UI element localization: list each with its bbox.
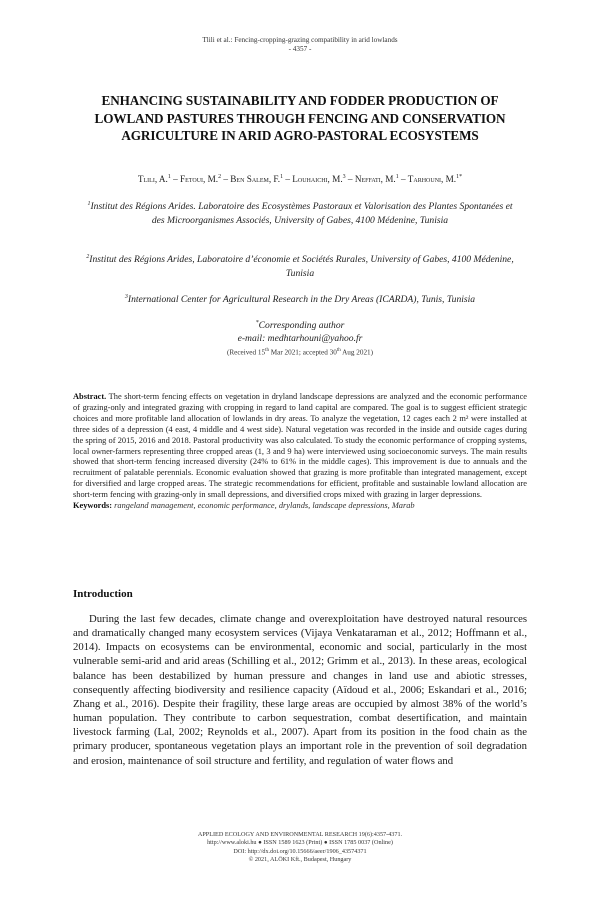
abstract-text: The short-term fencing effects on vegetation in dryland landscape depressions are analyzed and the economic performance of grazing-only and integrated grazing with cropping in regard to land capital are compared. The goal is to suggest efficient strategic choices and more profitable land allocation of lowlands in dry areas. To analyze the vegetation, 12 cages each 2 m² were installed at three sides of a depression (4 east, 4 middle and 4 west side). Natural vegetation was recorded in the inside and outside cages during the spring of 2015, 2016 and 2018. Pastoral productivity was also calculated. To study the economic performance of cropping systems, local owner-farmers representing three cropped areas (1, 3 and 9 ha) were interviewed using socioeconomic surveys. The main results showed that short-term fencing increased diversity (24% to 61% in the middle cages). This improvement is due to annuals and the recruitment of palatable perennials. Economic evaluation showed that grazing is more profitable than integrated management, except for diversified and large cropped areas. The strategic recommendations for efficient, profitable and sustainable lowland allocation are short-term fencing with grazing-only in small depressions, and diversified crops mixed with grazing in larger depressions.: [73, 392, 527, 500]
author-list: [60, 174, 540, 184]
received-text: (Received 15: [226, 348, 266, 357]
ordinal-suffix: th: [265, 348, 269, 353]
author-affiliation-mark: 3: [342, 174, 346, 180]
footer-doi[interactable]: DOI: http://dx.doi.org/10.15666/aeer/1906_43574371: [233, 847, 367, 855]
received-dates: [150, 348, 450, 356]
keywords-text: rangeland management, economic performance, drylands, landscape depressions, Marab: [112, 501, 415, 511]
page-footer: [0, 831, 600, 864]
affiliation-text: Institut des Régions Arides, Laboratoire d’économie et Sociétés Rurales, University of Gabes, 4100 Médenine, Tunisia: [89, 254, 514, 279]
author-affiliation-mark: 1: [280, 174, 284, 180]
introduction-paragraph: During the last few decades, climate change and overexploitation have destroyed natural resources and dramatically changed many ecosystem services (Vijaya Venkataraman et al., 2012; Hoffmann et al., 2014). Impacts on ecosystems can be environmental, economic and social, particularly in the most vulnerable semi-arid and arid areas (Schilling et al., 2012; Grimm et al., 2013). In these areas, ecological balance has been destabilized by human pressure and changes in land use and abiotic stresses, consequently affecting biodiversity and resilience capacity (Aïdoud et al., 2006; Eskandari et al., 2016; Zhang et al., 2016). Despite their fragility, these large areas are occupied by almost 38% of the world’s human population. They contribute to carbon sequestration, combat desertification, and maintain livestock farming (Lal, 2002; Reynolds et al., 2007). Apart from its position in the food chain as the primary producer, spontaneous vegetation plays an important role in the prevention of soil degradation and erosion, maintenance of soil structure and fertility, and regulation of water flows and: [73, 613, 527, 767]
author-separator: –: [170, 174, 181, 185]
affiliation-mark: 2: [86, 254, 90, 260]
author-separator: –: [345, 174, 355, 185]
author-affiliation-mark: 1*: [456, 174, 463, 180]
keywords: [73, 501, 527, 512]
affiliation-2: [80, 251, 520, 280]
abstract: [73, 392, 527, 512]
running-head-title: Tlili et al.: Fencing-cropping-grazing compatibility in arid lowlands: [202, 36, 398, 44]
author: Tarhouni, M.: [407, 174, 457, 185]
author-separator: –: [221, 174, 231, 185]
affiliation-1: [80, 198, 520, 227]
running-head: [0, 36, 600, 54]
author: Fetoui, M.: [180, 174, 219, 185]
affiliation-mark: 3: [124, 294, 128, 300]
accepted-text: Mar 2021; accepted 30: [268, 348, 337, 357]
author: Neffati, M.: [354, 174, 396, 185]
corresponding-email[interactable]: e-mail: medhtarhouni@yahoo.fr: [237, 333, 363, 345]
affiliation-text: International Center for Agricultural Research in the Dry Areas (ICARDA), Tunis, Tunisia: [127, 294, 476, 306]
accepted-date: Aug 2021): [340, 348, 374, 357]
abstract-label: Abstract.: [73, 392, 107, 401]
author-separator: –: [283, 174, 293, 185]
affiliation-text: Institut des Régions Arides. Laboratoire des Ecosystèmes Pastoraux et Valorisation des Plantes Spontanées et des Microorganismes Associés, University of Gabes, 4100 Médenine, Tunisia: [90, 201, 513, 226]
author-affiliation-mark: 1: [167, 174, 171, 180]
page-number: - 4357 -: [288, 45, 312, 53]
author: Louhaichi, M.: [292, 174, 343, 185]
paper-title: ENHANCING SUSTAINABILITY AND FODDER PRODUCTION OF LOWLAND PASTURES THROUGH FENCING AND CONSERVATION AGRICULTURE IN ARID AGRO-PASTORAL ECOSYSTEMS: [94, 93, 506, 143]
footer-journal: APPLIED ECOLOGY AND ENVIRONMENTAL RESEARCH 19(6):4357-4371.: [197, 831, 403, 838]
keywords-label: Keywords:: [73, 501, 113, 511]
author: Tlili, A.: [137, 174, 168, 185]
corresponding-mark: *: [255, 320, 259, 326]
corresponding-label: Corresponding author: [258, 320, 345, 332]
footer-copyright: © 2021, ALÖKI Kft., Budapest, Hungary: [248, 855, 352, 863]
affiliation-3: [80, 291, 520, 307]
author-affiliation-mark: 2: [218, 174, 222, 180]
author-affiliation-mark: 1: [395, 174, 399, 180]
author-separator: –: [398, 174, 408, 185]
ordinal-suffix: th: [336, 348, 341, 353]
affiliation-mark: 1: [87, 201, 91, 207]
corresponding-author: [150, 317, 450, 345]
footer-issn[interactable]: http://www.aloki.hu ● ISSN 1589 1623 (Print) ● ISSN 1785 0037 (Online): [207, 839, 393, 847]
author: Ben Salem, F.: [230, 174, 281, 185]
section-heading-introduction: Introduction: [73, 588, 133, 600]
